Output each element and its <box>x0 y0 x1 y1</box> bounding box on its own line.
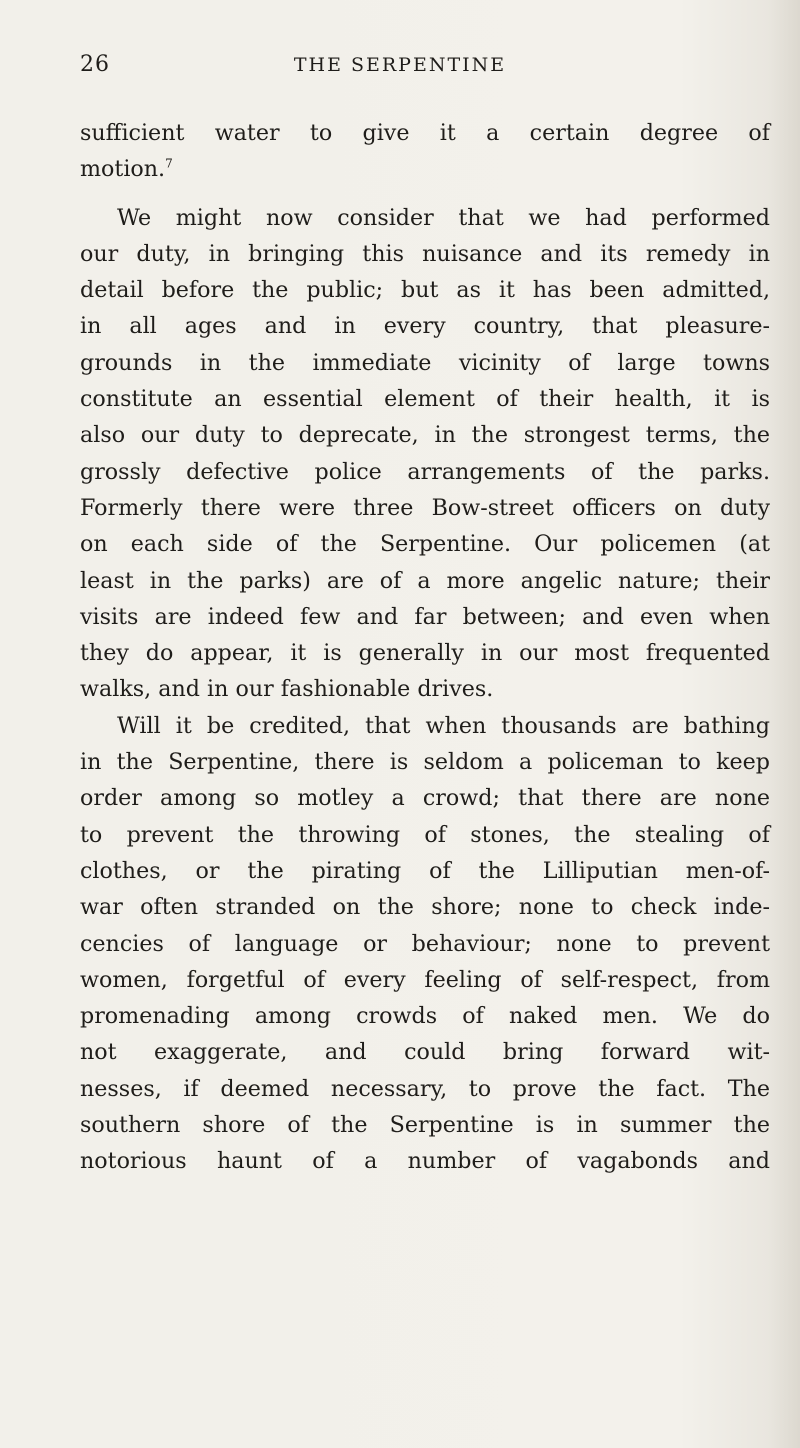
text-line: least in the parks) are of a more angelic nature; their <box>80 567 770 594</box>
footnote-reference: 7 <box>165 156 173 171</box>
text-line: clothes, or the pirating of the Lilliputian men-of- <box>80 857 770 884</box>
text-line: war often stranded on the shore; none to check inde- <box>80 894 770 921</box>
text-line: notorious haunt of a number of vagabonds and <box>80 1148 770 1175</box>
text-line: visits are indeed few and far between; and even when <box>80 603 770 630</box>
text-line: sufficient water to give it a certain degree of <box>80 120 770 146</box>
paragraph-1 <box>80 115 770 188</box>
text-line: to prevent the throwing of stones, the stealing of <box>80 821 770 848</box>
text-line: also our duty to deprecate, in the strongest terms, the <box>80 422 770 449</box>
text-line: women, forgetful of every feeling of self-respect, from <box>80 966 770 993</box>
text-line: in the Serpentine, there is seldom a policeman to keep <box>80 749 770 776</box>
text-line: grossly defective police arrangements of the parks. <box>80 458 770 485</box>
text-line: on each side of the Serpentine. Our policemen (at <box>80 531 770 558</box>
text-line: walks, and in our fashionable drives. <box>80 676 494 703</box>
text-line: in all ages and in every country, that pleasure- <box>80 313 770 340</box>
page-number: 26 <box>80 52 110 77</box>
text-line: promenading among crowds of naked men. We do <box>80 1003 770 1030</box>
page-header <box>80 52 720 86</box>
text-line: We might now consider that we had performed <box>117 204 770 231</box>
text-line: cencies of language or behaviour; none to prevent <box>80 930 770 957</box>
text-line: our duty, in bringing this nuisance and its remedy in <box>80 240 770 267</box>
text-line: detail before the public; but as it has been admitted, <box>80 277 770 304</box>
text-line: Will it be credited, that when thousands are bathing <box>117 712 770 739</box>
text-line: they do appear, it is generally in our most frequented <box>80 640 770 667</box>
running-title: THE SERPENTINE <box>293 54 507 76</box>
text-line: order among so motley a crowd; that there are none <box>80 785 770 812</box>
text-line: nesses, if deemed necessary, to prove the fact. The <box>80 1075 770 1102</box>
text-line: Formerly there were three Bow-street officers on duty <box>80 494 770 521</box>
body-text <box>80 115 770 1180</box>
paragraph-3 <box>80 708 770 1180</box>
text-line: motion.$^7$ <box>80 156 173 183</box>
text-line: southern shore of the Serpentine is in summer the <box>80 1112 770 1139</box>
text-line: not exaggerate, and could bring forward wit- <box>80 1039 770 1066</box>
paragraph-2 <box>80 200 770 708</box>
text-line: constitute an essential element of their health, it is <box>80 386 770 413</box>
text-line: grounds in the immediate vicinity of large towns <box>80 349 770 376</box>
